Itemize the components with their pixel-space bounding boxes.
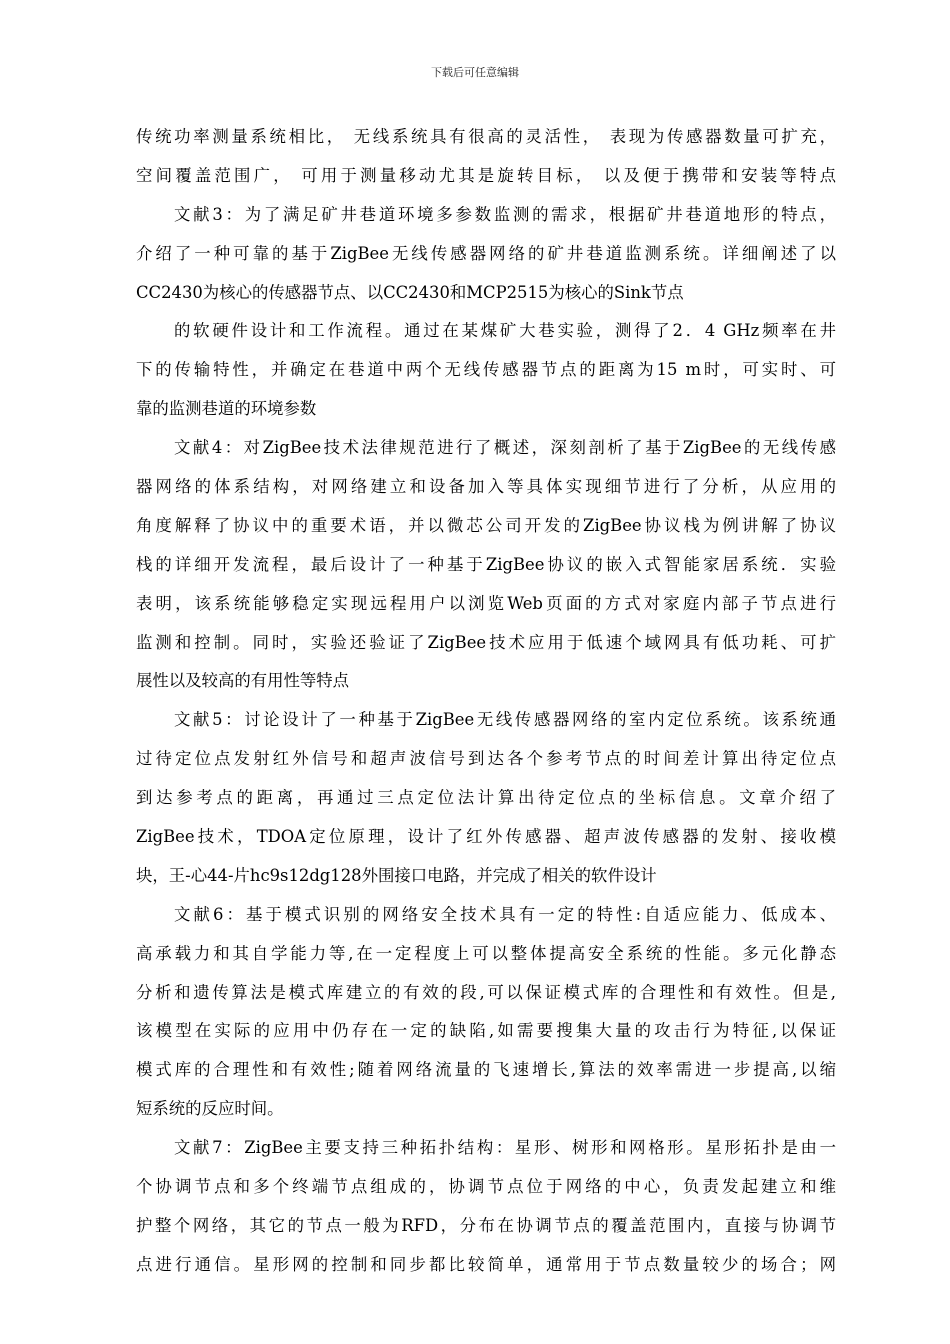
text-line: 靠的监测巷道的环境参数 xyxy=(136,399,317,419)
text-line: 短系统的反应时间。 xyxy=(136,1099,284,1119)
text-line: 表明，该系统能够稳定实现远程用户以浏览Web页面的方式对家庭内部子节点进行 xyxy=(136,593,836,613)
text-line: 模式库的合理性和有效性;随着网络流量的飞速增长,算法的效率需进一步提高,以缩 xyxy=(136,1060,836,1080)
text-line: 器网络的体系结构，对网络建立和设备加入等具体实现细节进行了分析，从应用的 xyxy=(136,477,836,497)
text-line: 角度解释了协议中的重要术语，并以微芯公司开发的ZigBee协议栈为例讲解了协议 xyxy=(136,515,836,535)
text-line: 点进行通信。星形网的控制和同步都比较简单，通常用于节点数量较少的场合；网 xyxy=(136,1254,836,1274)
text-line: 文献5：讨论设计了一种基于ZigBee无线传感器网络的室内定位系统。该系统通 xyxy=(174,710,836,730)
text-line: 分析和遗传算法是模式库建立的有效的段,可以保证模式库的合理性和有效性。但是, xyxy=(136,982,836,1002)
text-line: 的软硬件设计和工作流程。通过在某煤矿大巷实验，测得了2．4 GHz频率在井 xyxy=(174,321,836,341)
text-line: 文献7：ZigBee主要支持三种拓扑结构：星形、树形和网格形。星形拓扑是由一 xyxy=(174,1138,836,1158)
text-line: 到达参考点的距离，再通过三点定位法计算出待定位点的坐标信息。文章介绍了 xyxy=(136,788,836,808)
text-line: ZigBee技术，TDOA定位原理，设计了红外传感器、超声波传感器的发射、接收模 xyxy=(136,827,836,847)
text-line: 展性以及较高的有用性等特点 xyxy=(136,671,350,691)
text-line: 监测和控制。同时，实验还验证了ZigBee技术应用于低速个域网具有低功耗、可扩 xyxy=(136,632,836,652)
text-line: 过待定位点发射红外信号和超声波信号到达各个参考节点的时间差计算出待定位点 xyxy=(136,749,836,769)
text-line: 传统功率测量系统相比， 无线系统具有很高的灵活性， 表现为传感器数量可扩充， xyxy=(136,127,836,146)
text-line: 文献4：对ZigBee技术法律规范进行了概述，深刻剖析了基于ZigBee的无线传感 xyxy=(174,438,836,458)
text-line: 块，王-心44-片hc9s12dg128外围接口电路，并完成了相关的软件设计 xyxy=(136,865,657,885)
text-line: 下的传输特性，并确定在巷道中两个无线传感器节点的距离为15 m时，可实时、可 xyxy=(136,360,836,380)
text-line: 高承载力和其自学能力等,在一定程度上可以整体提高安全系统的性能。多元化静态 xyxy=(136,943,836,963)
text-line: 介绍了一种可靠的基于ZigBee无线传感器网络的矿井巷道监测系统。详细阐述了以 xyxy=(136,243,836,263)
text-line: 护整个网络，其它的节点一般为RFD，分布在协调节点的覆盖范围内，直接与协调节 xyxy=(136,1215,836,1235)
text-line: 文献3：为了满足矿井巷道环境多参数监测的需求，根据矿井巷道地形的特点， xyxy=(174,204,836,224)
text-line: 该模型在实际的应用中仍存在一定的缺陷,如需要搜集大量的攻击行为特征,以保证 xyxy=(136,1021,836,1041)
text-line: CC2430为核心的传感器节点、以CC2430和MCP2515为核心的Sink节点 xyxy=(136,282,684,302)
document-body xyxy=(136,118,836,1285)
page-header: 下载后可任意编辑 xyxy=(431,66,519,79)
text-line: 空间覆盖范围广， 可用于测量移动尤其是旋转目标， 以及便于携带和安装等特点 xyxy=(136,165,836,185)
text-line: 文献6：基于模式识别的网络安全技术具有一定的特性:自适应能力、低成本、 xyxy=(174,904,836,924)
text-line: 栈的详细开发流程，最后设计了一种基于ZigBee协议的嵌入式智能家居系统．实验 xyxy=(136,554,836,574)
text-line: 个协调节点和多个终端节点组成的，协调节点位于网络的中心，负责发起建立和维 xyxy=(136,1177,836,1197)
